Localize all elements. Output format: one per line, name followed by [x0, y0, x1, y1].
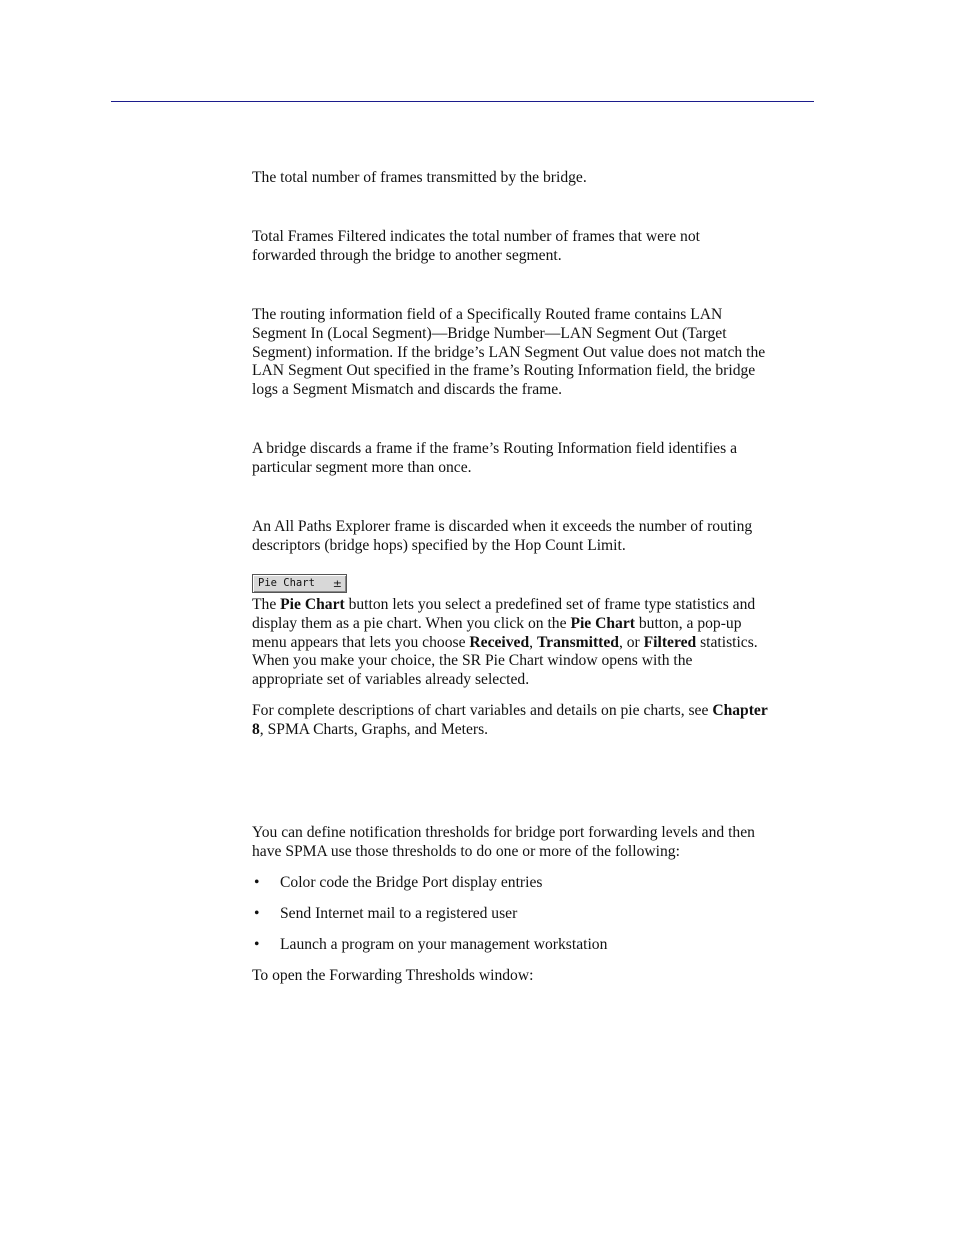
- pie-chart-button[interactable]: [252, 574, 347, 593]
- bullet-icon: •: [254, 905, 260, 922]
- text-run: display them as a pie chart. When you click on the: [252, 614, 571, 632]
- bold-term: Pie Chart: [280, 596, 345, 613]
- text-line: appropriate set of variables already selected.: [252, 671, 530, 689]
- text-run: For complete descriptions of chart variables and details on pie charts, see: [252, 702, 713, 719]
- text-line: An All Paths Explorer frame is discarded when it exceeds the number of routing: [252, 518, 753, 535]
- pie-chart-button-label: Pie Chart: [258, 577, 315, 589]
- thresholds-intro-paragraph: [252, 824, 818, 862]
- text-run: , or: [618, 633, 644, 651]
- chapter-link: Chapter: [712, 702, 768, 719]
- frames-transmitted-text: The total number of frames transmitted by the bridge.: [252, 169, 587, 186]
- text-line: Segment In (Local Segment)—Bridge Number—LAN Segment Out (Target: [252, 324, 727, 342]
- bold-term: Received: [469, 633, 530, 651]
- text-line: The routing information field of a Specifically Routed frame contains LAN: [252, 306, 723, 323]
- chapter-number: 8: [252, 720, 260, 738]
- text-line: [252, 615, 818, 634]
- bold-term: Filtered: [643, 633, 697, 651]
- bullet-icon: •: [254, 936, 260, 953]
- list-item: Send Internet mail to a registered user: [280, 905, 518, 922]
- hop-count-paragraph: [252, 518, 818, 556]
- text-line: descriptors (bridge hops) specified by the Hop Count Limit.: [252, 536, 626, 554]
- text-line: logs a Segment Mismatch and discards the frame.: [252, 381, 563, 399]
- pie-chart-description: [252, 596, 818, 690]
- text-run: menu appears that lets you choose: [252, 633, 470, 651]
- text-line: A bridge discards a frame if the frame’s Routing Information field identifies a: [252, 440, 737, 457]
- text-line: Total Frames Filtered indicates the total number of frames that were not: [252, 228, 700, 245]
- segment-mismatch-paragraph: [252, 306, 818, 400]
- list-item: Color code the Bridge Port display entries: [280, 874, 543, 891]
- text-line: You can define notification thresholds for bridge port forwarding levels and then: [252, 824, 755, 841]
- text-line: [252, 634, 818, 653]
- text-run: button lets you select a predefined set of frame type statistics and: [344, 596, 756, 613]
- text-run: The: [252, 596, 281, 613]
- text-line: Segment) information. If the bridge’s LAN Segment Out value does not match the: [252, 343, 766, 361]
- header-rule: [111, 101, 814, 102]
- duplicate-segment-paragraph: [252, 440, 818, 478]
- text-line: When you make your choice, the SR Pie Chart window opens with the: [252, 652, 693, 670]
- text-line: have SPMA use those thresholds to do one or more of the following:: [252, 842, 680, 860]
- text-run: statistics.: [696, 633, 758, 651]
- text-line: [252, 596, 818, 615]
- text-run: button, a pop-up: [634, 614, 742, 632]
- text-run: ,: [529, 633, 537, 651]
- chart-reference-paragraph: [252, 702, 818, 740]
- open-window-instruction: To open the Forwarding Thresholds window:: [252, 967, 534, 984]
- frames-filtered-paragraph: [252, 228, 818, 266]
- bold-term: Transmitted: [536, 633, 619, 651]
- text-run: , SPMA Charts, Graphs, and Meters.: [259, 720, 489, 738]
- list-item: Launch a program on your management workstation: [280, 936, 608, 953]
- text-line: particular segment more than once.: [252, 458, 472, 476]
- dropdown-arrow-icon: ±: [332, 577, 342, 590]
- bullet-icon: •: [254, 874, 260, 891]
- text-line: [252, 702, 818, 721]
- text-line: forwarded through the bridge to another segment.: [252, 246, 562, 264]
- bold-term: Pie Chart: [570, 614, 635, 632]
- text-line: LAN Segment Out specified in the frame’s Routing Information field, the bridge: [252, 362, 756, 380]
- text-line: [252, 721, 818, 740]
